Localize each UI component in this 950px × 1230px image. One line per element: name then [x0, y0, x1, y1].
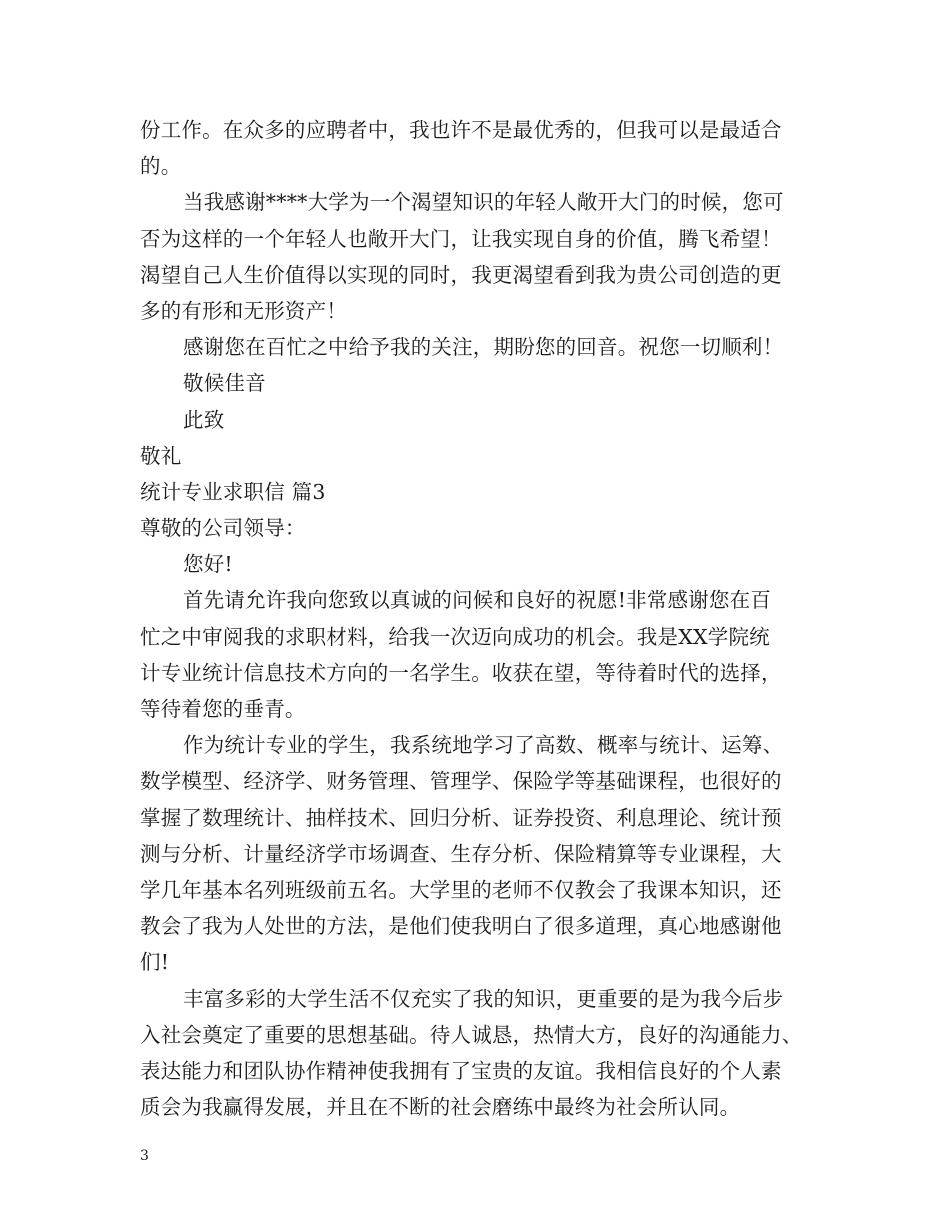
text-line: 多的有形和无形资产！: [140, 298, 347, 323]
document-body: [140, 112, 816, 1125]
text-line: 首先请允许我向您致以真诚的问候和良好的祝愿!非常感谢您在百: [183, 588, 772, 613]
text-line: 当我感谢****大学为一个渴望知识的年轻人敞开大门的时候，您可: [183, 190, 784, 215]
text-line: 的。: [140, 154, 182, 179]
text-line: 数学模型、经济学、财务管理、管理学、保险学等基础课程，也很好的: [140, 769, 782, 794]
text-line: 忙之中审阅我的求职材料，给我一次迈向成功的机会。我是XX学院统: [140, 624, 770, 649]
text-line: 教会了我为人处世的方法，是他们使我明白了很多道理，真心地感谢他: [140, 914, 782, 939]
text-line: 丰富多彩的大学生活不仅充实了我的知识，更重要的是为我今后步: [183, 986, 784, 1011]
text-line: 敬候佳音: [183, 371, 266, 396]
text-line: 入社会奠定了重要的思想基础。待人诚恳，热情大方，良好的沟通能力、: [140, 1022, 803, 1047]
page-number: 3: [140, 1148, 149, 1164]
text-line: 等待着您的垂青。: [140, 697, 306, 721]
text-line: 学几年基本名列班级前五名。大学里的老师不仅教会了我课本知识，还: [140, 877, 782, 902]
text-line: 质会为我赢得发展，并且在不断的社会磨练中最终为社会所认同。: [140, 1095, 741, 1120]
text-line: 您好!: [183, 552, 233, 577]
text-line: 掌握了数理统计、抽样技术、回归分析、证券投资、利息理论、统计预: [140, 805, 782, 830]
text-line: 作为统计专业的学生，我系统地学习了高数、概率与统计、运筹、: [183, 733, 784, 758]
text-line: 们!: [140, 950, 170, 975]
text-line: 份工作。在众多的应聘者中，我也许不是最优秀的，但我可以是最适合: [140, 118, 782, 142]
text-line: 测与分析、计量经济学市场调查、生存分析、保险精算等专业课程，大: [140, 841, 782, 866]
text-line: 敬礼: [140, 443, 182, 468]
text-line: 尊敬的公司领导：: [140, 516, 306, 541]
text-line: 此致: [183, 407, 225, 432]
text-line: 感谢您在百忙之中给予我的关注，期盼您的回音。祝您一切顺利！: [183, 335, 784, 360]
text-line: 渴望自己人生价值得以实现的同时，我更渴望看到我为贵公司创造的更: [140, 262, 782, 287]
text-line: 计专业统计信息技术方向的一名学生。收获在望，等待着时代的选择，: [140, 660, 782, 685]
text-line: 统计专业求职信 篇3: [140, 479, 326, 504]
text-line: 表达能力和团队协作精神使我拥有了宝贵的友谊。我相信良好的个人素: [140, 1058, 782, 1083]
text-line: 否为这样的一个年轻人也敞开大门，让我实现自身的价值，腾飞希望！: [140, 226, 782, 251]
